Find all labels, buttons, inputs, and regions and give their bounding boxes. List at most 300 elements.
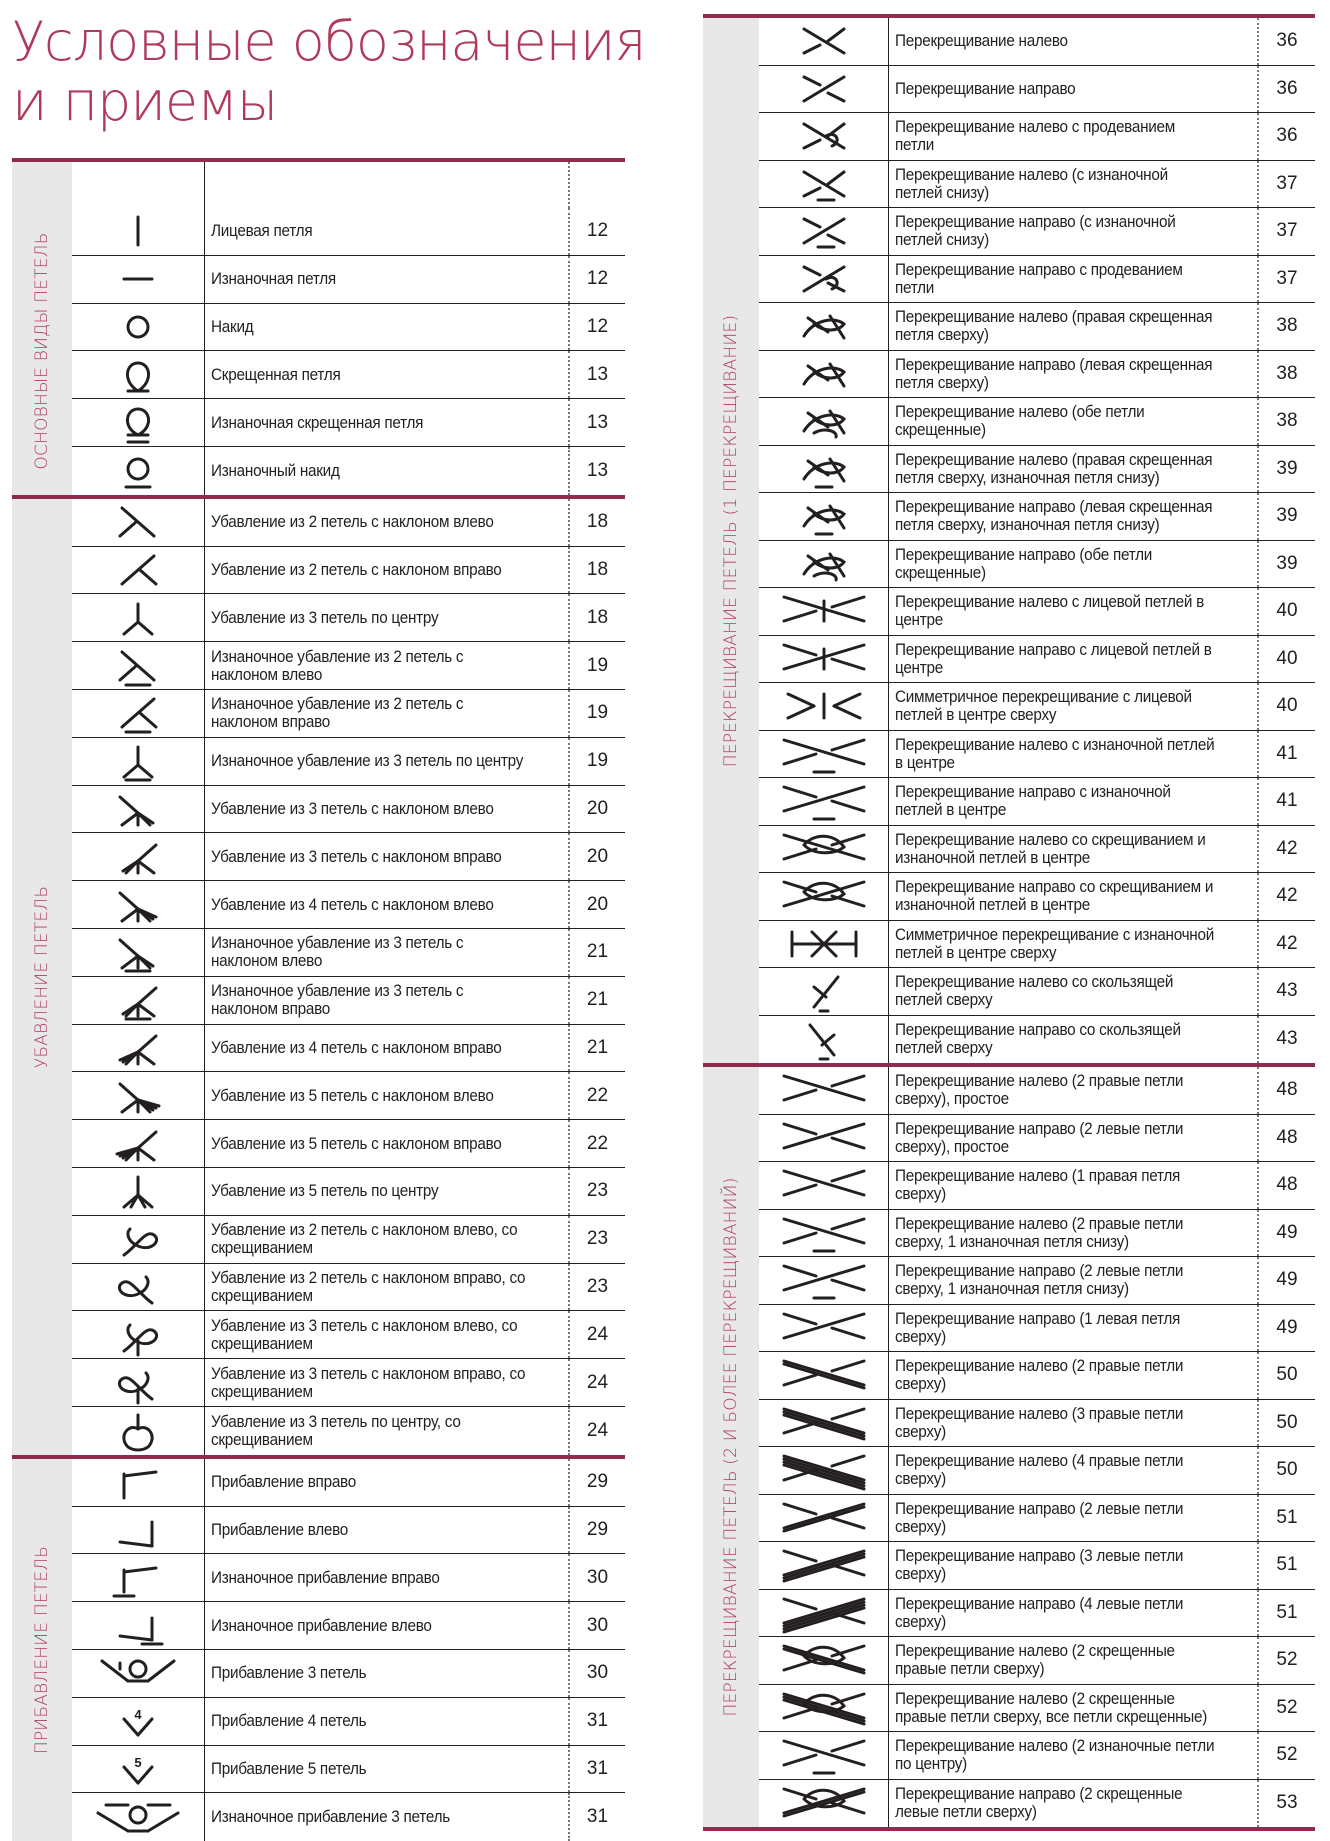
row-description-text: Перекрещивание направо (1 левая петля сверху) [895,1308,1181,1346]
page-number: 49 [1276,1221,1298,1243]
page-number: 43 [1276,980,1298,1002]
row-description [889,1780,1259,1828]
row-description [205,1216,570,1263]
row-description-text: Убавление из 3 петель по центру [211,607,439,627]
purl-dec-2-left-icon [72,642,205,689]
row-description [205,351,570,398]
page-number: 50 [1276,1411,1298,1433]
page-number: 22 [586,1084,609,1106]
row-description [889,588,1259,635]
row-description [889,493,1259,540]
row-description [205,1264,570,1311]
purl-stitch-icon [72,256,205,303]
cross2-left-3-icon [759,1400,889,1447]
purl-dec-3-left-icon [72,929,205,976]
row-description [205,594,570,641]
row-description [889,1115,1259,1162]
row-description-text: Перекрещивание направо с продеванием петли [895,259,1183,297]
page-number: 39 [1276,457,1298,479]
row-description [889,1732,1259,1779]
cross-right-purl-icon [759,208,889,255]
row-description [205,1698,570,1745]
row-description-text: Перекрещивание направо с изнаночной петлей в центре [895,782,1171,820]
dec-4-right-icon [72,1025,205,1072]
cross-left-purl-center-icon [759,731,889,778]
table-row [72,1407,625,1455]
row-description [205,208,570,255]
page-number: 38 [1276,410,1298,432]
table-row [759,873,1315,921]
row-description [889,1400,1259,1447]
table-row [72,690,625,738]
row-description-text: Изнаночное убавление из 2 петель с наклоном вправо [211,694,464,732]
inc-left-icon [72,1507,205,1554]
row-description [205,547,570,594]
purl-inc-right-icon [72,1554,205,1601]
row-description [889,968,1259,1015]
row-description [889,446,1259,493]
row-description-text: Изнаночное убавление из 2 петель с наклоном влево [211,646,464,684]
cross-right-both-twisted-icon [759,541,889,588]
table-row [759,1590,1315,1638]
left-table-body [12,208,625,1841]
table-row [72,929,625,977]
page-number: 52 [1276,1696,1298,1718]
row-description-text: Перекрещивание налево (2 скрещенные правые петли сверху, все петли скрещенные) [895,1688,1208,1726]
row-description-text: Перекрещивание налево (1 правая петля сверху) [895,1166,1181,1204]
cross2-right-4-icon [759,1590,889,1637]
purl-inc-3-icon [72,1793,205,1841]
page-number: 18 [586,511,609,533]
row-description-text: Изнаночное убавление из 3 петель с наклоном вправо [211,981,464,1019]
page-number: 29 [586,1471,609,1493]
row-description-text: Перекрещивание налево с продеванием петли [895,117,1176,155]
row-description-text: Убавление из 3 петель с наклоном вправо [211,846,502,866]
section-label-text: ПЕРЕКРЕЩИВАНИЕ ПЕТЕЛЬ (2 И БОЛЕЕ ПЕРЕКРЕЩИВАНИЙ) [721,1177,741,1717]
page-number: 21 [586,941,609,963]
row-description [889,1542,1259,1589]
table-row [72,738,625,786]
page-number: 30 [586,1566,609,1588]
page-number: 19 [586,654,609,676]
right-table [703,14,1315,1831]
table-row [759,66,1315,114]
page-number: 21 [586,989,609,1011]
inc-4-icon [72,1698,205,1745]
table-row [72,786,625,834]
page-number: 24 [586,1419,609,1441]
row-description [889,1685,1259,1732]
row-description [889,921,1259,968]
row-description-text: Прибавление вправо [211,1472,356,1492]
row-description [205,1554,570,1601]
page-number: 49 [1276,1269,1298,1291]
row-description [205,304,570,351]
page-number: 43 [1276,1028,1298,1050]
row-description [205,1025,570,1072]
dec-3-center-icon [72,594,205,641]
row-description-text: Перекрещивание налево со скользящей петлей сверху [895,972,1174,1010]
dec-5-center-icon [72,1168,205,1215]
page-number: 51 [1276,1506,1298,1528]
cross2-left-purl-center-icon [759,1732,889,1779]
row-description [205,929,570,976]
row-description-text: Перекрещивание направо со скрещиванием и изнаночной петлей в центре [895,877,1214,915]
page-number: 52 [1276,1649,1298,1671]
page-number: 20 [586,845,609,867]
dec-2-left-icon [72,499,205,546]
cross-left-knit-center-icon [759,588,889,635]
row-description [205,1168,570,1215]
row-description-text: Перекрещивание налево (4 правые петли сверху) [895,1451,1184,1489]
row-description [889,1305,1259,1352]
table-row [759,398,1315,446]
cross-right-knit-center-icon [759,636,889,683]
row-description-text: Изнаночное убавление из 3 петель с наклоном влево [211,933,464,971]
page-number: 36 [1276,77,1298,99]
row-description-text: Скрещенная петля [211,364,341,384]
table-row [759,351,1315,399]
row-description-text: Перекрещивание направо (2 левые петли сверху) [895,1498,1184,1536]
row-description-text: Перекрещивание направо (3 левые петли сверху) [895,1546,1184,1584]
page-number: 40 [1276,647,1298,669]
table-row [72,399,625,447]
dec-4-left-icon [72,881,205,928]
twisted-stitch-icon [72,351,205,398]
table-row [759,446,1315,494]
row-description [205,738,570,785]
row-description-text: Убавление из 3 петель с наклоном влево [211,798,494,818]
row-description [889,1637,1259,1684]
row-description-text: Перекрещивание налево (2 скрещенные правые петли сверху) [895,1641,1175,1679]
row-description-text: Перекрещивание налево (2 правые петли сверху), простое [895,1071,1184,1109]
section-label-text: ПЕРЕКРЕЩИВАНИЕ ПЕТЕЛЬ (1 ПЕРЕКРЕЩИВАНИЕ) [721,314,741,767]
row-description-text: Перекрещивание направо (2 скрещенные левые петли сверху) [895,1784,1183,1822]
cross2-left-2-icon [759,1352,889,1399]
cross2-right-2-icon [759,1495,889,1542]
cross-left-both-twisted-icon [759,398,889,445]
row-description [205,399,570,446]
cross-left-purl-icon [759,161,889,208]
table-row [72,1698,625,1746]
row-description-text: Прибавление 5 петель [211,1758,367,1778]
row-description [889,208,1259,255]
table-row [72,1168,625,1216]
cross-right-twisted-purl-icon [759,493,889,540]
row-description [889,636,1259,683]
cross2-right-twisted-icon [759,1780,889,1828]
cross-right-purl-center-icon [759,778,889,825]
row-description-text: Перекрещивание налево с лицевой петлей в центре [895,592,1204,630]
table-row [759,18,1315,66]
table-row [72,1216,625,1264]
cross2-left-all-twisted-icon [759,1685,889,1732]
row-description [889,256,1259,303]
section-label [703,18,759,1063]
cross2-right-1-icon [759,1305,889,1352]
row-description-text: Убавление из 2 петель с наклоном влево [211,512,494,532]
table-row [759,636,1315,684]
table-row [759,1305,1315,1353]
page-number: 24 [586,1323,609,1345]
row-description-text: Убавление из 2 петель с наклоном вправо, со скрещиванием [211,1267,526,1305]
section [703,18,1315,1063]
row-description-text: Перекрещивание направо с лицевой петлей в центре [895,639,1212,677]
row-description-text: Перекрещивание налево (правая скрещенная петля сверху) [895,307,1213,345]
dec-3-left-icon [72,786,205,833]
table-row [759,1257,1315,1305]
page-number: 18 [586,606,609,628]
table-row [759,683,1315,731]
section [12,1459,625,1841]
row-description [889,398,1259,445]
page-number: 31 [586,1710,609,1732]
row-description-text: Перекрещивание направо (с изнаночной петлей снизу) [895,212,1176,250]
row-description-text: Перекрещивание направо (4 левые петли сверху) [895,1593,1184,1631]
row-description-text: Перекрещивание направо (обе петли скрещенные) [895,544,1153,582]
table-header [12,162,625,208]
row-description [889,1016,1259,1064]
table-row [759,778,1315,826]
page-number: 24 [586,1371,609,1393]
table-row [72,594,625,642]
row-description-text: Накид [211,316,254,336]
row-description [889,161,1259,208]
cross2-right-simple-icon [759,1115,889,1162]
table-row [72,1554,625,1602]
table-row [72,642,625,690]
page-number: 37 [1276,172,1298,194]
page-number: 22 [586,1132,609,1154]
row-description [889,1162,1259,1209]
row-description [205,1650,570,1697]
row-description-text: Перекрещивание направо [895,78,1076,98]
page-number: 53 [1276,1792,1298,1814]
cross2-right-purl-icon [759,1257,889,1304]
section-label-text: УБАВЛЕНИЕ ПЕТЕЛЬ [32,885,52,1068]
section-label [12,499,72,1455]
twisted-purl-icon [72,399,205,446]
table-row [759,731,1315,779]
dec-3-left-twisted-icon [72,1311,205,1358]
row-description-text: Изнаночное прибавление влево [211,1615,432,1635]
right-table-body [703,18,1315,1827]
row-description [205,1793,570,1841]
row-description [889,66,1259,113]
row-description [205,833,570,880]
row-description [889,1590,1259,1637]
row-description [889,351,1259,398]
dec-5-left-icon [72,1072,205,1119]
page-number: 12 [586,268,609,290]
row-description-text: Перекрещивание налево (правая скрещенная петля сверху, изнаночная петля снизу) [895,449,1213,487]
inc-right-icon [72,1459,205,1506]
section-rows [72,1459,625,1841]
row-description-text: Перекрещивание налево (2 правые петли сверху, 1 изнаночная петля снизу) [895,1213,1184,1251]
cross-left-twisted-purl-icon [759,446,889,493]
row-description [205,1311,570,1358]
page-number: 23 [586,1180,609,1202]
row-description-text: Перекрещивание налево (обе петли скрещенные) [895,402,1145,440]
row-description-text: Перекрещивание налево (2 изнаночные петли по центру) [895,1736,1215,1774]
page-number: 30 [586,1662,609,1684]
row-description-text: Перекрещивание направо (2 левые петли сверху, 1 изнаночная петля снизу) [895,1261,1184,1299]
table-row [72,547,625,595]
table-row [72,499,625,547]
section-label [12,208,72,495]
section-rows [759,1067,1315,1827]
page-number: 42 [1276,932,1298,954]
svg-text:4: 4 [134,1707,142,1723]
table-row [72,1507,625,1555]
row-description-text: Убавление из 5 петель с наклоном вправо [211,1133,502,1153]
table-row [72,977,625,1025]
page-number: 23 [586,1275,609,1297]
row-description [889,541,1259,588]
dec-3-right-icon [72,833,205,880]
row-description [205,1072,570,1119]
row-description-text: Изнаночное убавление из 3 петель по центру [211,751,524,771]
page-number: 50 [1276,1459,1298,1481]
table-row [72,1311,625,1359]
page-number: 13 [586,363,609,385]
table-row [759,113,1315,161]
table-row [759,208,1315,256]
row-description-text: Убавление из 3 петель с наклоном вправо, со скрещиванием [211,1363,526,1401]
purl-dec-3-right-icon [72,977,205,1024]
table-row [759,1447,1315,1495]
row-description [889,683,1259,730]
table-row [72,1793,625,1841]
purl-yarn-over-icon [72,447,205,495]
cross2-left-1-icon [759,1162,889,1209]
page-number: 30 [586,1614,609,1636]
page-number: 23 [586,1228,609,1250]
row-description [889,731,1259,778]
row-description-text: Перекрещивание направо (левая скрещенная петля сверху, изнаночная петля снизу) [895,497,1213,535]
table-row [759,1780,1315,1828]
table-row [72,1602,625,1650]
purl-dec-3-center-icon [72,738,205,785]
section-label-text: ОСНОВНЫЕ ВИДЫ ПЕТЕЛЬ [32,232,52,470]
row-description [889,1447,1259,1494]
row-description-text: Лицевая петля [211,221,313,241]
row-description-text: Убавление из 3 петель по центру, со скрещиванием [211,1411,461,1449]
page-number: 48 [1276,1126,1298,1148]
page-number: 39 [1276,505,1298,527]
table-row [72,881,625,929]
table-row [759,1016,1315,1064]
page-number: 19 [586,702,609,724]
row-description [205,1602,570,1649]
row-description-text: Убавление из 3 петель с наклоном влево, со скрещиванием [211,1315,518,1353]
table-row [72,1650,625,1698]
row-description-text: Перекрещивание направо (левая скрещенная петля сверху) [895,354,1213,392]
bottom-rule [703,1827,1315,1831]
row-description [889,1210,1259,1257]
page-number: 40 [1276,695,1298,717]
row-description [205,1407,570,1455]
svg-text:5: 5 [134,1754,142,1770]
page-number: 36 [1276,125,1298,147]
table-row [759,1542,1315,1590]
page-number: 18 [586,558,609,580]
page-number: 39 [1276,552,1298,574]
row-description-text: Прибавление 4 петель [211,1711,367,1731]
cross2-left-twisted-icon [759,1637,889,1684]
page-number: 36 [1276,30,1298,52]
dec-2-left-twisted-icon [72,1216,205,1263]
page-number: 21 [586,1036,609,1058]
cross-right-slip-icon [759,1016,889,1064]
page-number: 52 [1276,1744,1298,1766]
table-row [72,1072,625,1120]
page-number: 13 [586,411,609,433]
row-description [889,1067,1259,1114]
table-row [72,447,625,495]
page-number: 48 [1276,1174,1298,1196]
page-number: 37 [1276,220,1298,242]
section-rows [72,208,625,495]
cross-right-twist-purl-center-icon [759,873,889,920]
table-row [72,351,625,399]
page-number: 31 [586,1806,609,1828]
yarn-over-icon [72,304,205,351]
page-number: 20 [586,893,609,915]
table-row [759,1732,1315,1780]
table-row [759,1067,1315,1115]
table-row [759,493,1315,541]
row-description-text: Убавление из 2 петель с наклоном вправо [211,559,502,579]
row-description-text: Изнаночная скрещенная петля [211,412,424,432]
page-number: 48 [1276,1079,1298,1101]
section-rows [759,18,1315,1063]
page-number: 38 [1276,362,1298,384]
row-description-text: Изнаночная петля [211,269,336,289]
row-description [205,1459,570,1506]
table-row [759,541,1315,589]
cross-right-twisted-icon [759,351,889,398]
row-description-text: Изнаночный накид [211,460,340,480]
row-description [889,303,1259,350]
table-row [72,1025,625,1073]
page-number: 20 [586,797,609,819]
dec-3-center-twisted-icon [72,1407,205,1455]
row-description [889,826,1259,873]
table-row [72,208,625,256]
dec-3-right-twisted-icon [72,1359,205,1406]
page-number: 41 [1276,742,1298,764]
row-description-text: Симметричное перекрещивание с изнаночной петлей в центре сверху [895,924,1214,962]
page-number: 51 [1276,1554,1298,1576]
table-row [759,826,1315,874]
page-number: 12 [586,315,609,337]
table-row [72,1120,625,1168]
purl-dec-2-right-icon [72,690,205,737]
page-number: 42 [1276,885,1298,907]
row-description-text: Прибавление влево [211,1519,349,1539]
cross2-left-purl-icon [759,1210,889,1257]
section [12,499,625,1455]
header-symbol-cell [72,162,205,208]
row-description-text: Убавление из 4 петель с наклоном влево [211,894,494,914]
row-description-text: Перекрещивание налево (2 правые петли сверху) [895,1356,1184,1394]
table-row [72,304,625,352]
cross2-right-3-icon [759,1542,889,1589]
left-table [12,158,625,1841]
header-desc-cell [205,162,570,208]
cross-left-twisted-icon [759,303,889,350]
